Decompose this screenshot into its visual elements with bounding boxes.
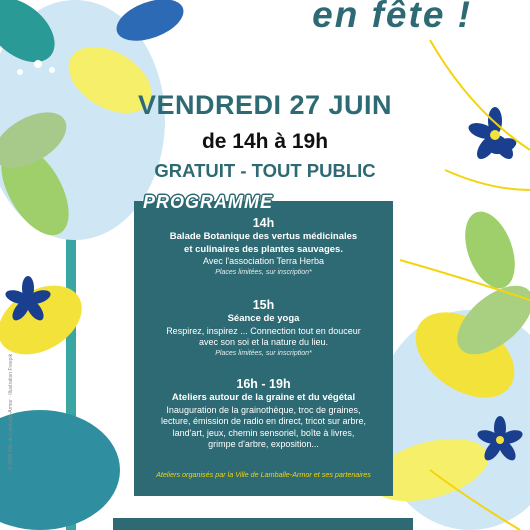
item-time: 16h - 19h [236,377,291,391]
event-date: VENDREDI 27 JUIN [137,90,393,120]
item-title: Balade Botanique des vertus médicinales [169,231,358,242]
item-note: Places limitées, sur inscription* [215,349,312,357]
item-desc: avec son soi et la nature du lieu. [198,337,329,347]
event-hours: de 14h à 19h [201,130,329,153]
credit-text: © 2025 Ville de Lamballe-Armor · Illustration Freepik [8,353,14,470]
program-label: PROGRAMME [143,192,273,212]
program-footer: Ateliers organisés par la Ville de Lamballe-Armor et ses partenaires [156,470,371,479]
item-desc: Respirez, inspirez ... Connection tout en douceur [166,325,361,336]
right-green-leaf [456,205,525,295]
item-title: Séance de yoga [227,313,300,324]
white-dot [49,67,55,73]
program-item [134,298,393,359]
item-desc: grimpe d'arbre, exposition... [208,439,319,449]
item-title: Ateliers autour de la graine et du végétal [171,392,356,403]
left-yellow-leaf [0,272,94,369]
item-desc: Inauguration de la grainothèque, troc de graines, [166,404,361,415]
item-desc: Avec l'association Terra Herba [203,256,324,266]
item-title: et culinaires des plantes sauvages. [184,243,343,255]
item-time: 15h [252,298,275,312]
program-item [134,216,393,278]
item-note: Places limitées, sur inscription* [215,268,312,276]
item-desc: land'art, jeux, chemin sensoriel, boîte à livres, [172,427,355,438]
program-box [134,201,393,496]
white-dot [17,69,23,75]
event-audience: GRATUIT - TOUT PUBLIC [154,160,376,181]
item-time: 14h [252,216,275,230]
page-title: en fête ! [312,0,472,35]
bottom-left-blue [0,410,120,530]
bottom-bar [113,518,413,530]
item-desc: lecture, émission de radio en direct, tricot sur arbre, [160,416,367,426]
program-item [134,377,393,451]
white-dot [34,60,42,68]
